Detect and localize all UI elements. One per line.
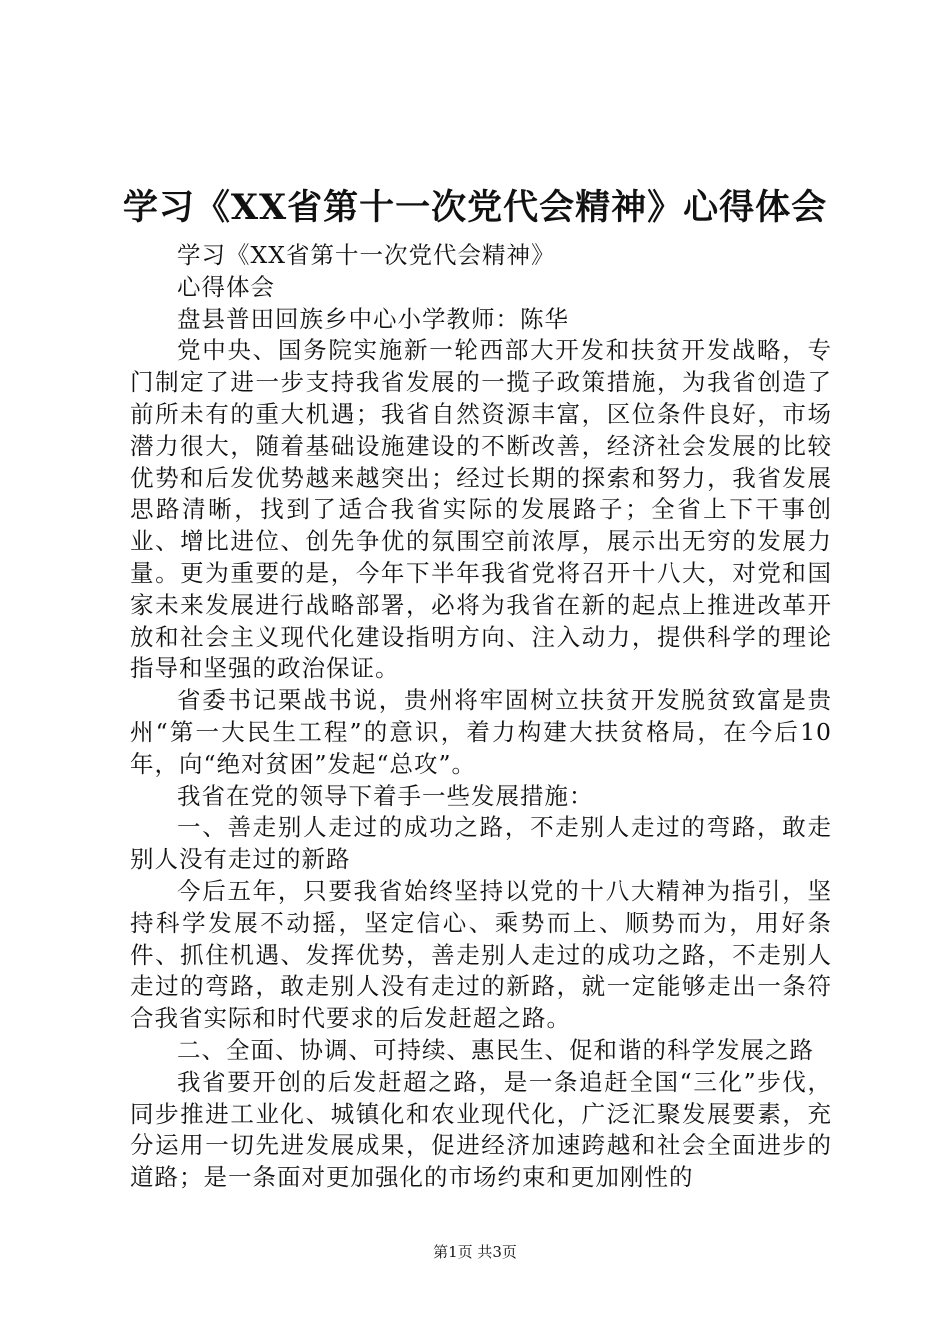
paragraph: 我省在党的领导下着手一些发展措施：	[177, 781, 594, 810]
page-footer: 第1页 共3页	[433, 1243, 517, 1261]
author-line: 盘县普田回族乡中心小学教师：陈华	[177, 304, 569, 333]
document-title: 学习《XX省第十一次党代会精神》心得体会	[122, 187, 828, 228]
paragraph: 我省要开创的后发赶超之路，是一条追赶全国“三化”步伐，同步推进工业化、城镇化和农业现代化，广泛汇聚发展要素，充分运用一切先进发展成果，促进经济加速跨越和社会全面进步的道路；是一条面对更加强化的市场约束和更加刚性的	[130, 1067, 832, 1192]
subtitle-line-1: 学习《XX省第十一次党代会精神》	[177, 241, 556, 269]
subtitle-line-2: 心得体会	[177, 272, 275, 301]
paragraph: 党中央、国务院实施新一轮西部大开发和扶贫开发战略，专门制定了进一步支持我省发展的一揽子政策措施，为我省创造了前所未有的重大机遇；我省自然资源丰富，区位条件良好，市场潜力很大，随着基础设施建设的不断改善，经济社会发展的比较优势和后发优势越来越突出；经过长期的探索和努力，我省发展思路清晰，找到了适合我省实际的发展路子；全省上下干事创业、增比进位、创先争优的氛围空前浓厚，展示出无穷的发展力量。更为重要的是，今年下半年我省党将召开十八大，对党和国家未来发展进行战略部署，必将为我省在新的起点上推进改革开放和社会主义现代化建设指明方向、注入动力，提供科学的理论指导和坚强的政治保证。	[130, 336, 832, 683]
section-heading-1: 一、善走别人走过的成功之路，不走别人走过的弯路，敢走别人没有走过的新路	[130, 813, 832, 874]
section-heading-2: 二、全面、协调、可持续、惠民生、促和谐的科学发展之路	[177, 1035, 814, 1064]
document-body	[130, 240, 832, 1194]
paragraph: 省委书记栗战书说，贵州将牢固树立扶贫开发脱贫致富是贵州“第一大民生工程”的意识，着力构建大扶贫格局，在今后10年，向“绝对贫困”发起“总攻”。	[130, 686, 832, 778]
paragraph: 今后五年，只要我省始终坚持以党的十八大精神为指引，坚持科学发展不动摇，坚定信心、乘势而上、顺势而为，用好条件、抓住机遇、发挥优势，善走别人走过的成功之路，不走别人走过的弯路，敢走别人没有走过的新路，就一定能够走出一条符合我省实际和时代要求的后发赶超之路。	[130, 876, 832, 1033]
